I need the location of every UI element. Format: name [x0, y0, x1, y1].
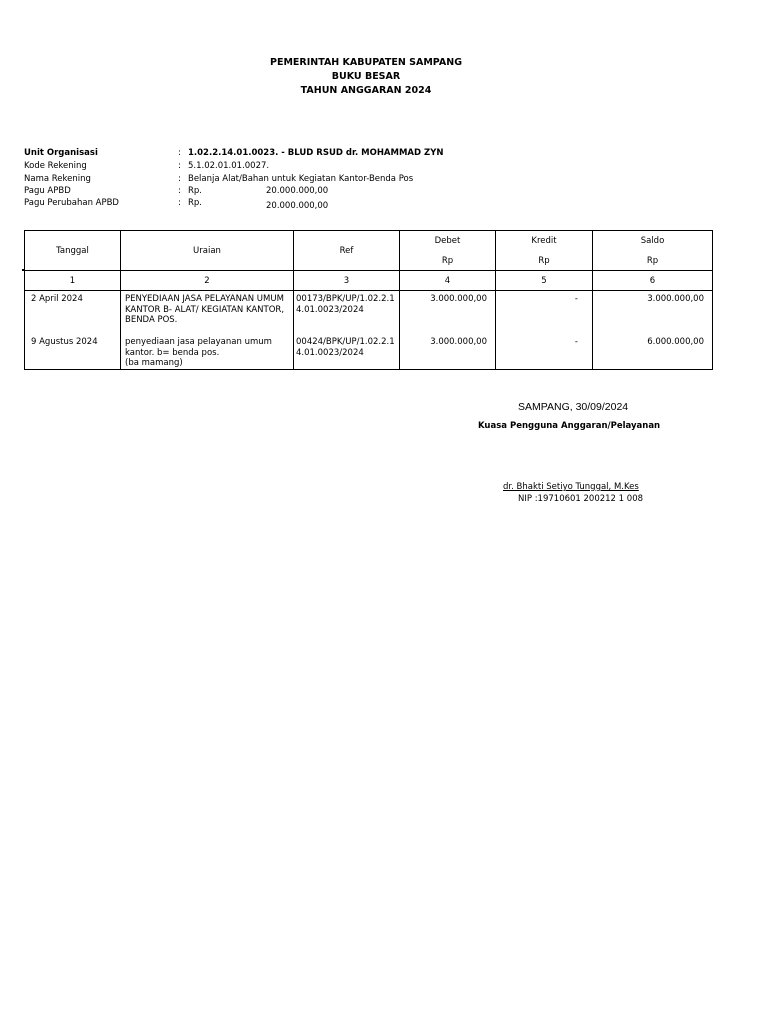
col-uraian: Uraian	[121, 231, 294, 271]
row-ref: 00424/BPK/UP/1.02.2.14.01.0023/2024	[294, 337, 400, 370]
perubahan-value: 20.000.000,00	[266, 201, 329, 211]
row-ref: 00173/BPK/UP/1.02.2.14.01.0023/2024	[294, 291, 400, 338]
row-saldo: 6.000.000,00	[593, 337, 713, 370]
row-uraian: PENYEDIAAN JASA PELAYANAN UMUM KANTOR B- ALAT/ KEGIATAN KANTOR, BENDA POS.	[121, 291, 294, 338]
table-header-row	[25, 231, 713, 271]
unit-value: 1.02.2.14.01.0023. - BLUD RSUD dr. MOHAMMAD ZYN	[188, 148, 444, 158]
col-number: 3	[294, 271, 400, 291]
row-uraian-extra: (ba mamang)	[125, 358, 183, 368]
pagu-value: 20.000.000,00	[266, 186, 329, 196]
col-kredit	[496, 231, 593, 271]
col-number: 4	[400, 271, 496, 291]
col-tanggal: Tanggal	[25, 231, 121, 271]
signature-place-date: SAMPANG, 30/09/2024	[518, 401, 629, 413]
col-debet	[400, 231, 496, 271]
ledger-table	[24, 230, 713, 370]
row-uraian-cell	[121, 337, 294, 370]
signature-role: Kuasa Pengguna Anggaran/Pelayanan	[478, 421, 661, 431]
kode-value: 5.1.02.01.01.0027.	[188, 161, 270, 171]
row-uraian: penyediaan jasa pelayanan umum kantor. b= benda pos.	[125, 337, 272, 358]
col-number: 2	[121, 271, 294, 291]
pagu-currency: Rp.	[188, 186, 203, 196]
table-row	[25, 291, 713, 338]
row-tanggal: 2 April 2024	[25, 291, 121, 338]
nama-value: Belanja Alat/Bahan untuk Kegiatan Kantor-Benda Pos	[188, 174, 414, 184]
table-number-row	[25, 271, 713, 291]
row-kredit: -	[496, 291, 593, 338]
col-kredit-unit: Rp	[538, 255, 550, 266]
row-debet: 3.000.000,00	[400, 291, 496, 338]
row-kredit: -	[496, 337, 593, 370]
header-ledger-title: BUKU BESAR	[331, 71, 401, 82]
row-saldo: 3.000.000,00	[593, 291, 713, 338]
colon: :	[178, 161, 181, 171]
table-row	[25, 337, 713, 370]
nama-label: Nama Rekening	[24, 174, 91, 184]
colon: :	[178, 186, 181, 196]
unit-label: Unit Organisasi	[24, 148, 98, 158]
row-tanggal: 9 Agustus 2024	[25, 337, 121, 370]
colon: :	[178, 198, 181, 208]
signature-name: dr. Bhakti Setiyo Tunggal, M.Kes	[503, 482, 639, 492]
colon: :	[178, 148, 181, 158]
header-government: PEMERINTAH KABUPATEN SAMPANG	[270, 57, 462, 68]
pagu-label: Pagu APBD	[24, 186, 71, 196]
col-number: 1	[25, 271, 121, 291]
header-fiscal-year: TAHUN ANGGARAN 2024	[300, 85, 432, 96]
signature-nip: NIP :19710601 200212 1 008	[518, 494, 644, 504]
col-debet-label: Debet	[434, 235, 461, 246]
perubahan-label: Pagu Perubahan APBD	[24, 198, 119, 208]
col-number: 6	[593, 271, 713, 291]
col-debet-unit: Rp	[441, 255, 454, 266]
col-saldo-unit: Rp	[646, 255, 659, 266]
colon: :	[178, 174, 181, 184]
row-debet: 3.000.000,00	[400, 337, 496, 370]
kode-label: Kode Rekening	[24, 161, 87, 171]
col-saldo	[593, 231, 713, 271]
col-kredit-label: Kredit	[531, 235, 557, 246]
perubahan-currency: Rp.	[188, 198, 203, 208]
col-saldo-label: Saldo	[640, 235, 665, 246]
col-number: 5	[496, 271, 593, 291]
col-ref: Ref	[294, 231, 400, 271]
